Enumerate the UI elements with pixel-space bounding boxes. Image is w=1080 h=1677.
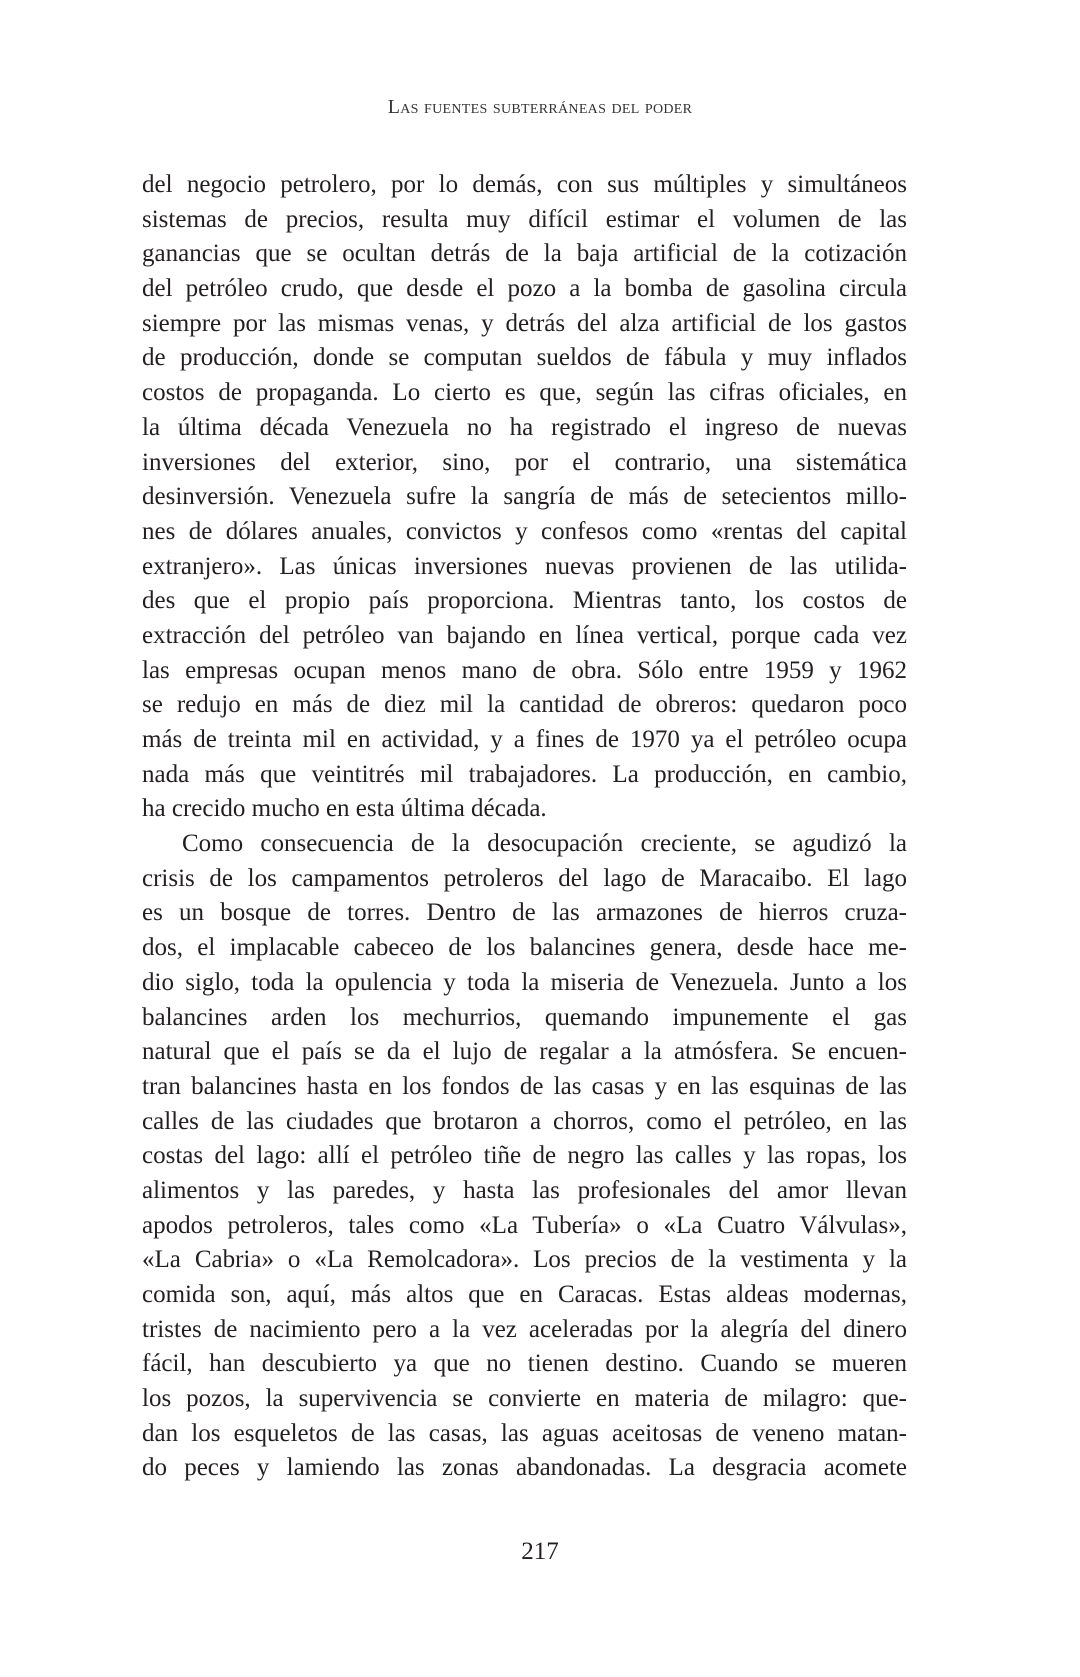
running-header: Las fuentes subterráneas del poder [387, 96, 693, 118]
text-line: costas del lago: allí el petróleo tiñe de negro las calles y las ropas, los [142, 1142, 907, 1170]
text-line: Como consecuencia de la desocupación creciente, se agudizó la [182, 830, 907, 858]
text-line: des que el propio país proporciona. Mientras tanto, los costos de [142, 587, 907, 615]
text-line: dio siglo, toda la opulencia y toda la miseria de Venezuela. Junto a los [142, 968, 907, 996]
text-line: extranjero». Las únicas inversiones nuevas provienen de las utilida- [142, 552, 907, 580]
text-line: las empresas ocupan menos mano de obra. Sólo entre 1959 y 1962 [142, 656, 907, 684]
text-line: tran balancines hasta en los fondos de las casas y en las esquinas de las [142, 1072, 907, 1100]
text-line: nes de dólares anuales, convictos y confesos como «rentas del capital [142, 517, 907, 545]
text-line: del petróleo crudo, que desde el pozo a la bomba de gasolina circula [142, 275, 907, 303]
text-line: los pozos, la supervivencia se convierte en materia de milagro: que- [142, 1385, 907, 1413]
paragraph [142, 827, 907, 1486]
text-line: apodos petroleros, tales como «La Tubería» o «La Cuatro Válvulas», [142, 1211, 907, 1239]
text-line: alimentos y las paredes, y hasta las profesionales del amor llevan [142, 1176, 907, 1204]
text-line: crisis de los campamentos petroleros del lago de Maracaibo. El lago [142, 864, 907, 892]
text-line: se redujo en más de diez mil la cantidad de obreros: quedaron poco [142, 691, 907, 719]
text-line: desinversión. Venezuela sufre la sangría de más de setecientos millo- [142, 483, 907, 511]
text-line: do peces y lamiendo las zonas abandonadas. La desgracia acomete [142, 1454, 907, 1482]
text-line: de producción, donde se computan sueldos de fábula y muy inflados [142, 344, 907, 372]
text-line: calles de las ciudades que brotaron a chorros, como el petróleo, en las [142, 1107, 907, 1135]
text-line: la última década Venezuela no ha registrado el ingreso de nuevas [142, 413, 907, 441]
text-line: balancines arden los mechurrios, quemando impunemente el gas [142, 1003, 907, 1031]
text-line: ha crecido mucho en esta última década. [142, 795, 547, 823]
paragraph [142, 168, 907, 827]
text-line: tristes de nacimiento pero a la vez aceleradas por la alegría del dinero [142, 1315, 907, 1343]
text-line: dan los esqueletos de las casas, las aguas aceitosas de veneno matan- [142, 1419, 907, 1447]
text-line: extracción del petróleo van bajando en línea vertical, porque cada vez [142, 621, 907, 649]
text-line: fácil, han descubierto ya que no tienen destino. Cuando se mueren [142, 1350, 907, 1378]
text-line: natural que el país se da el lujo de regalar a la atmósfera. Se encuen- [142, 1038, 907, 1066]
text-line: inversiones del exterior, sino, por el contrario, una sistemática [142, 448, 907, 476]
text-line: es un bosque de torres. Dentro de las armazones de hierros cruza- [142, 899, 907, 927]
text-line: más de treinta mil en actividad, y a fines de 1970 ya el petróleo ocupa [142, 726, 907, 753]
text-line: costos de propaganda. Lo cierto es que, según las cifras oficiales, en [142, 379, 907, 407]
text-line: «La Cabria» o «La Remolcadora». Los precios de la vestimenta y la [142, 1246, 907, 1274]
body-text [142, 168, 907, 1486]
text-line: siempre por las mismas venas, y detrás del alza artificial de los gastos [142, 309, 907, 337]
text-line: sistemas de precios, resulta muy difícil estimar el volumen de las [142, 205, 907, 233]
text-line: del negocio petrolero, por lo demás, con sus múltiples y simultáneos [142, 171, 907, 198]
text-line: ganancias que se ocultan detrás de la baja artificial de la cotización [142, 240, 907, 268]
text-line: nada más que veintitrés mil trabajadores. La producción, en cambio, [142, 760, 907, 788]
text-line: dos, el implacable cabeceo de los balancines genera, desde hace me- [142, 934, 907, 962]
text-line: comida son, aquí, más altos que en Caracas. Estas aldeas modernas, [142, 1281, 907, 1308]
page-number: 217 [521, 1538, 559, 1565]
